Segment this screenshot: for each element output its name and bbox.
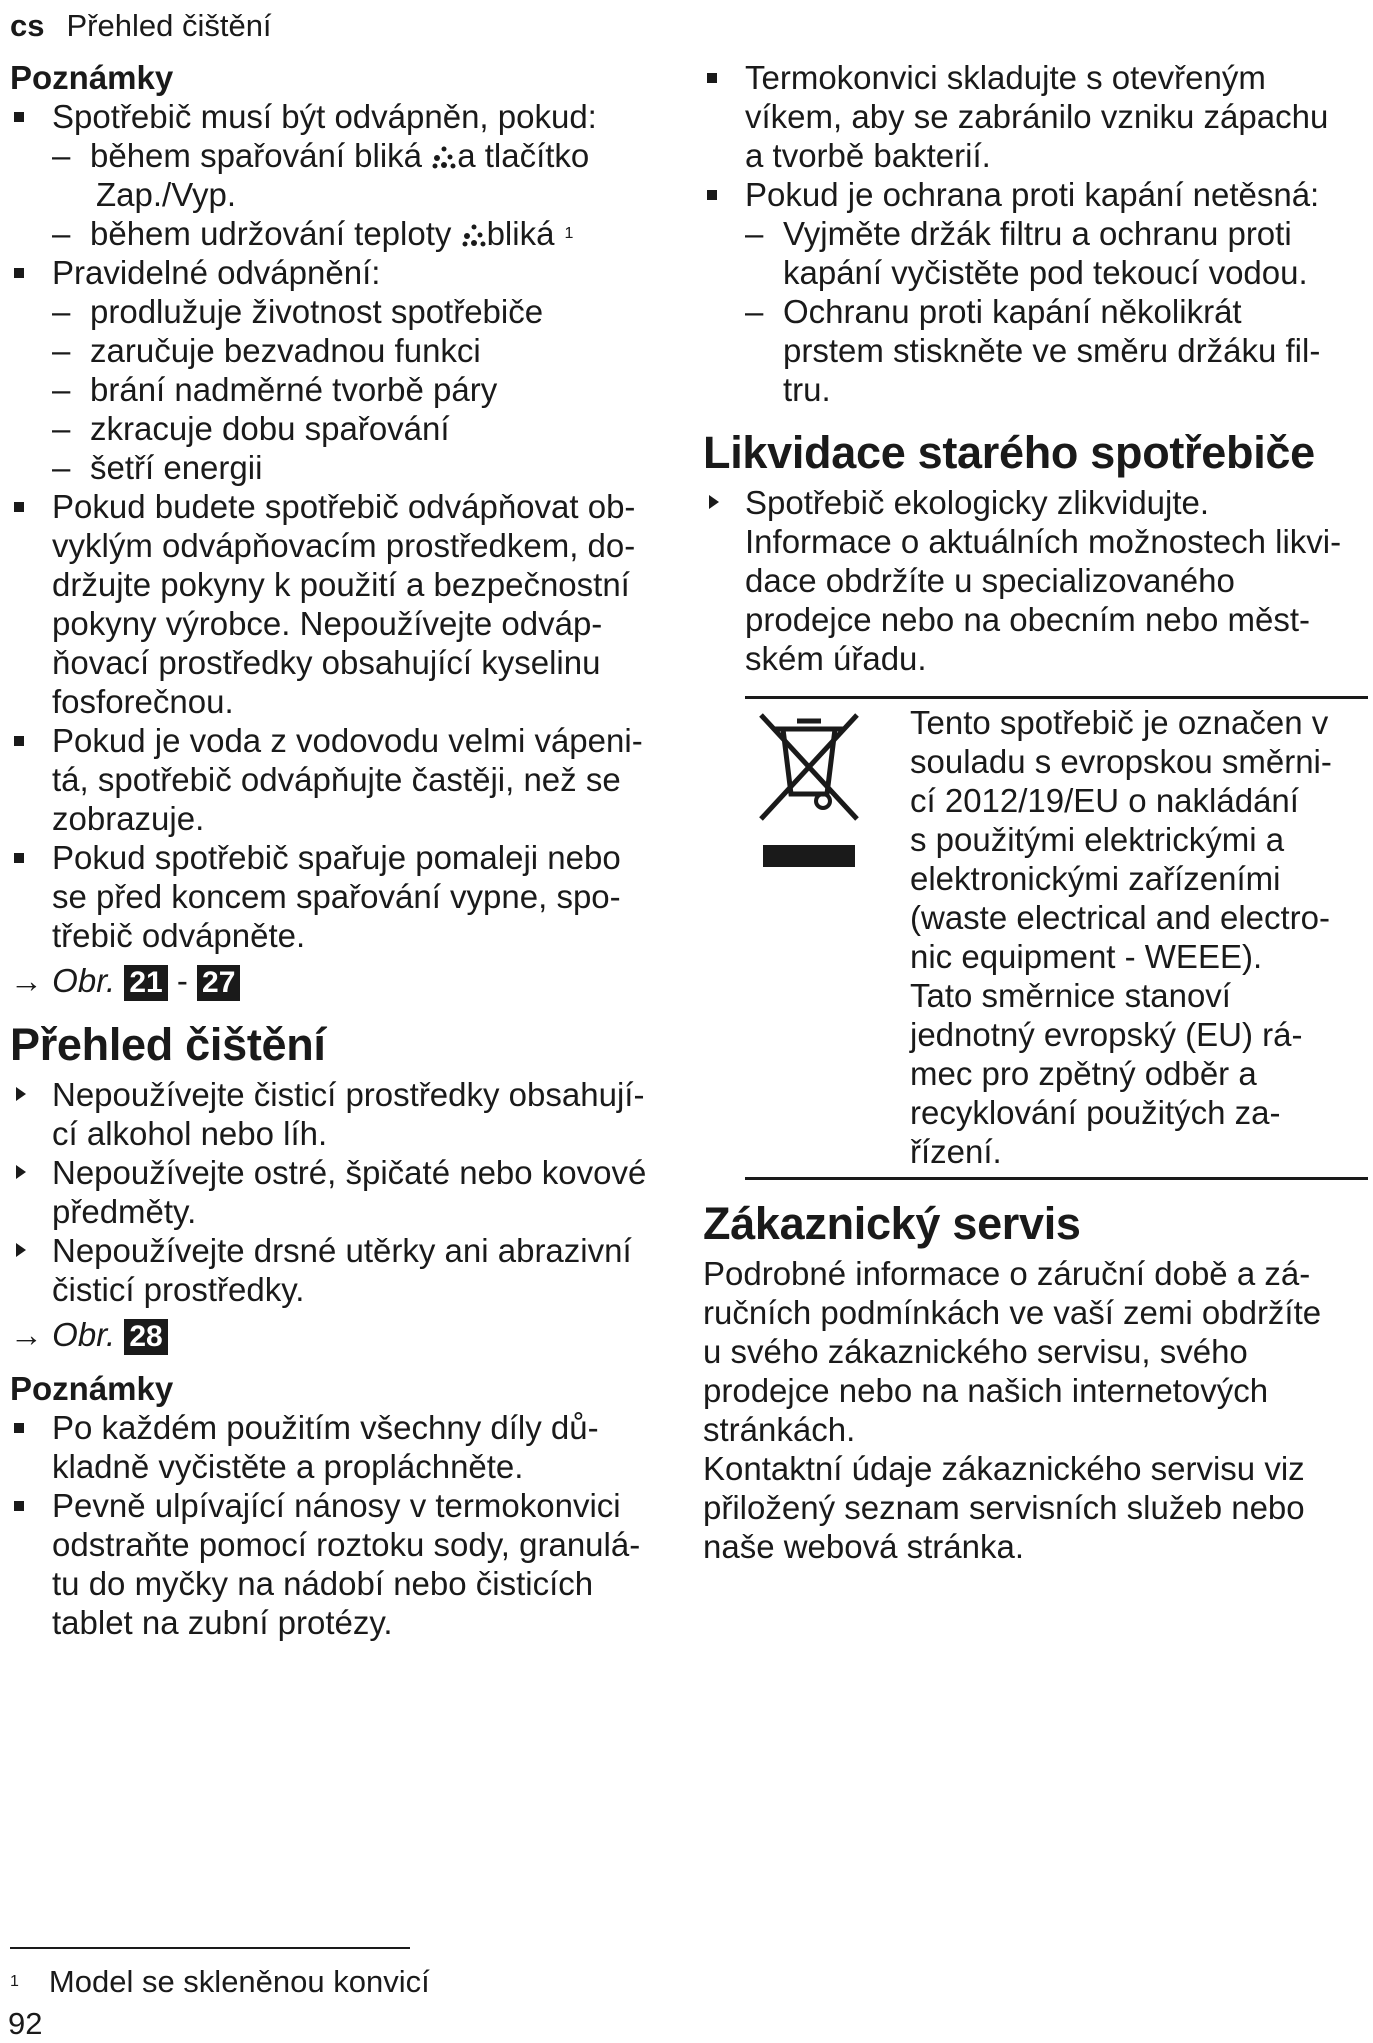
bullet-square-icon	[14, 502, 24, 512]
bullet-square-icon	[707, 73, 717, 83]
list-item: Spotřebič ekologicky zlikvidujte.	[703, 483, 1368, 522]
descale-indicator-icon	[431, 145, 457, 169]
descale-indicator-icon	[461, 223, 487, 247]
language-code: cs	[10, 8, 45, 43]
bullet-square-icon	[14, 736, 24, 746]
list-subitem: Zap./Vyp.	[96, 176, 237, 213]
list-item: Nepoužívejte ostré, špičaté nebo kovové předměty.	[10, 1153, 685, 1231]
bullet-square-icon	[707, 190, 717, 200]
list-item: Pravidelné odvápnění:	[10, 253, 685, 292]
crossed-bin-icon	[753, 709, 865, 889]
paragraph: Informace o aktuálních možnostech likvi- dace obdržíte u specializovaného prodejce nebo na obecním nebo měst- ském úřadu.	[745, 523, 1342, 677]
right-column	[703, 58, 1368, 1566]
list-subitem: – Ochranu proti kapání několikrát prstem stiskněte ve směru držáku fil- tru.	[745, 293, 1321, 408]
section-heading-service: Zákaznický servis	[703, 1198, 1081, 1249]
page-header	[10, 6, 272, 45]
section-heading-disposal: Likvidace starého spotřebiče	[703, 427, 1315, 478]
list-subitem: – během spařování bliká a tlačítko	[52, 137, 590, 174]
figure-tag: 27	[197, 965, 240, 1001]
figure-tag: 28	[124, 1319, 167, 1355]
notes-heading: Poznámky	[10, 1370, 174, 1407]
list-subitem: – během udržování teploty bliká $^1$	[52, 215, 574, 252]
bullet-square-icon	[14, 853, 24, 863]
bullet-square-icon	[14, 268, 24, 278]
figure-reference[interactable]: → Obr. 21 - 27	[10, 961, 685, 1001]
list-subitem: – zkracuje dobu spařování	[52, 410, 450, 447]
arrow-right-icon: →	[10, 962, 43, 999]
list-item: Nepoužívejte drsné utěrky ani abrazivní čisticí prostředky.	[10, 1231, 685, 1309]
list-item: Pokud budete spotřebič odvápňovat ob- vyklým odvápňovacím prostředkem, do- držujte pokyny k použití a bezpečnostní pokyny výrobce. Nepoužívejte odváp- ňovací prostředky obsahující kyselinu fosforečnou.	[10, 487, 685, 721]
figure-reference[interactable]: → Obr. 28	[10, 1315, 685, 1355]
left-column	[10, 58, 685, 1642]
list-item: Nepoužívejte čisticí prostředky obsahují- cí alkohol nebo líh.	[10, 1075, 685, 1153]
section-heading-cleaning: Přehled čištění	[10, 1019, 326, 1070]
list-item: Termokonvici skladujte s otevřeným víkem, aby se zabránilo vzniku zápachu a tvorbě bakterií.	[703, 58, 1368, 175]
bullet-square-icon	[14, 1501, 24, 1511]
arrow-right-icon: →	[10, 1316, 43, 1353]
list-subitem: – šetří energii	[52, 449, 263, 486]
paragraph: Podrobné informace o záruční době a zá- ručních podmínkách ve vaší zemi obdržíte u svého zákaznického servisu, svého prodejce nebo na našich internetových stránkách. Kontaktní údaje zákaznického servisu viz přiložený seznam servisních služeb nebo naše webová stránka.	[703, 1255, 1322, 1565]
footnote-divider	[10, 1947, 410, 1949]
bullet-triangle-icon	[16, 1165, 26, 1179]
bullet-square-icon	[14, 1423, 24, 1433]
list-item: Pevně ulpívající nánosy v termokonvici odstraňte pomocí roztoku sody, granulá- tu do myčky na nádobí nebo čisticích tablet na zubní protézy.	[10, 1486, 685, 1642]
list-subitem: – Vyjměte držák filtru a ochranu proti kapání vyčistěte pod tekoucí vodou.	[745, 215, 1308, 291]
bullet-triangle-icon	[16, 1243, 26, 1257]
list-subitem: – brání nadměrné tvorbě páry	[52, 371, 498, 408]
list-item: Pokud spotřebič spařuje pomaleji nebo se před koncem spařování vypne, spo- třebič odvápněte.	[10, 838, 685, 955]
footnote: $^1$ Model se skleněnou konvicí	[10, 1964, 430, 1999]
list-item: Pokud je voda z vodovodu velmi vápeni- tá, spotřebič odvápňujte častěji, než se zobrazuje.	[10, 721, 685, 838]
list-subitem: – prodlužuje životnost spotřebiče	[52, 293, 544, 330]
notes-heading: Poznámky	[10, 59, 174, 96]
bullet-triangle-icon	[16, 1087, 26, 1101]
page-number: 92	[8, 2006, 43, 2041]
bullet-square-icon	[14, 112, 24, 122]
list-item: Po každém použitím všechny díly dů- kladně vyčistěte a propláchněte.	[10, 1408, 685, 1486]
header-title: Přehled čištění	[66, 8, 272, 43]
list-subitem: – zaručuje bezvadnou funkci	[52, 332, 481, 369]
bullet-triangle-icon	[709, 495, 719, 509]
weee-notice: Tento spotřebič je označen v souladu s evropskou směrni- cí 2012/19/EU o nakládání s použitými elektrickými a elektronickými zařízeními (waste electrical and electro- nic equipment - WEEE). Tato směrnice stanoví jednotný evropský (EU) rá- mec pro zpětný odběr a recyklování použitých za- řízení.	[745, 696, 1368, 1180]
figure-tag: 21	[124, 965, 167, 1001]
list-item: Spotřebič musí být odvápněn, pokud:	[10, 97, 685, 136]
footnote-ref: 1	[564, 225, 574, 242]
list-item: Pokud je ochrana proti kapání netěsná:	[703, 175, 1368, 214]
